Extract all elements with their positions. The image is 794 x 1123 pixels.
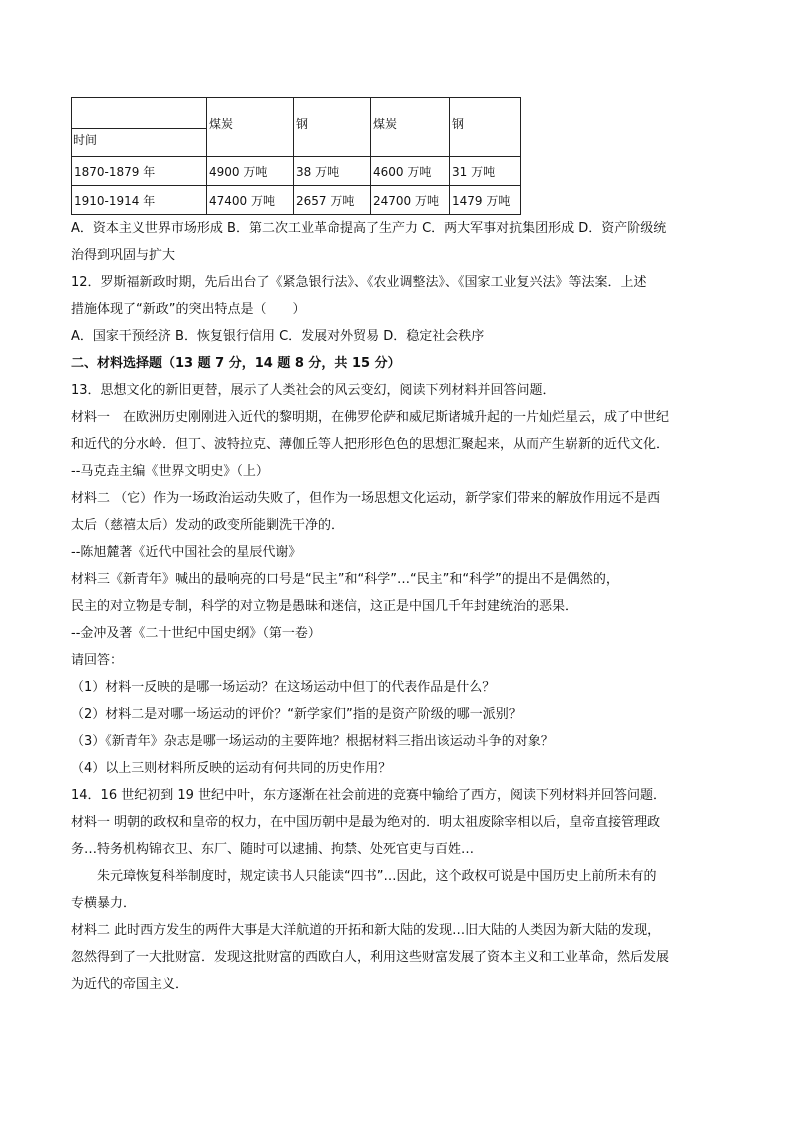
row-cell: 4900 万吨 [207, 157, 294, 186]
q11-options-line-1: A．资本主义世界市场形成 B．第二次工业革命提高了生产力 C．两大军事对抗集团形成 D．资产阶级统 [71, 221, 667, 236]
q13-subquestion-2: （2）材料二是对哪一场运动的评价？“新学家们”指的是资产阶级的哪一派别？ [71, 707, 522, 722]
q13-material-2-source: --陈旭麓著《近代中国社会的星辰代谢》 [71, 545, 302, 560]
row-cell: 24700 万吨 [371, 186, 450, 215]
q11-options-line-2: 治得到巩固与扩大 [71, 248, 176, 263]
header-time-cell [72, 98, 207, 157]
row-cell: 47400 万吨 [207, 186, 294, 215]
table-row [72, 157, 521, 186]
row-cell: 38 万吨 [294, 157, 371, 186]
q13-subquestion-1: （1）材料一反映的是哪一场运动？在这场运动中但丁的代表作品是什么？ [71, 680, 496, 695]
row-cell: 2657 万吨 [294, 186, 371, 215]
q12-options: A．国家干预经济 B．恢复银行信用 C．发展对外贸易 D．稳定社会秩序 [71, 329, 485, 344]
q13-prompt: 请回答： [71, 653, 124, 668]
q14-intro: 14．16 世纪初到 19 世纪中叶，东方逐渐在社会前进的竞赛中输给了西方，阅读下列材料并回答问题． [71, 788, 667, 803]
q13-material-2-line-2: 太后（慈禧太后）发动的政变所能剿洗干净的． [71, 518, 345, 533]
row-cell: 31 万吨 [450, 157, 521, 186]
header-col-4: 钢 [450, 98, 521, 157]
q13-material-1-line-2: 和近代的分水岭．但丁、波特拉克、薄伽丘等人把形形色色的思想汇聚起来，从而产生崭新的近代文化． [71, 437, 670, 452]
table-header-row [72, 98, 521, 157]
q13-material-2-line-1: 材料二 （它）作为一场政治运动失败了，但作为一场思想文化运动，新学家们带来的解放作用远不是西 [71, 491, 661, 506]
q14-material-1-line-4: 专横暴力． [71, 896, 137, 911]
q13-material-1-line-1: 材料一 在欧洲历史刚刚进入近代的黎明期，在佛罗伦萨和威尼斯诸城升起的一片灿烂星云，成了中世纪 [71, 410, 670, 425]
table-row [72, 186, 521, 215]
q12-question-line-2: 措施体现了“新政”的突出特点是（ ） [71, 302, 306, 317]
q13-subquestion-4: （4）以上三则材料所反映的运动有何共同的历史作用？ [71, 761, 392, 776]
section-heading: 二、材料选择题（13 题 7 分，14 题 8 分，共 15 分） [71, 356, 401, 371]
q13-material-3-line-2: 民主的对立物是专制，科学的对立物是愚昧和迷信，这正是中国几千年封建统治的恶果． [71, 599, 579, 614]
q12-question-line-1: 12．罗斯福新政时期，先后出台了《紧急银行法》、《农业调整法》、《国家工业复兴法》等法案．上述 [71, 275, 647, 290]
q14-material-1-line-3: 朱元璋恢复科举制度时，规定读书人只能读“四书”…因此，这个政权可说是中国历史上前所未有的 [71, 869, 657, 884]
q14-material-2-line-2: 忽然得到了一大批财富．发现这批财富的西欧白人，利用这些财富发展了资本主义和工业革命，然后发展 [71, 950, 670, 965]
row-period: 1870-1879 年 [72, 157, 207, 186]
header-time-label: 时间 [73, 133, 98, 147]
row-cell: 1479 万吨 [450, 186, 521, 215]
production-table [71, 97, 521, 215]
header-col-2: 钢 [294, 98, 371, 157]
q13-material-3-line-1: 材料三《新青年》喊出的最响亮的口号是“民主”和“科学”…“民主”和“科学”的提出不是偶然的， [71, 572, 619, 587]
q14-material-1-line-2: 务…特务机构锦衣卫、东厂、随时可以逮捕、拘禁、处死官吏与百姓… [71, 842, 475, 857]
row-period: 1910-1914 年 [72, 186, 207, 215]
header-col-3: 煤炭 [371, 98, 450, 157]
q13-material-1-source: --马克垚主编《世界文明史》（上） [71, 464, 269, 479]
q13-material-3-source: --金冲及著《二十世纪中国史纲》（第一卷） [71, 626, 321, 641]
q13-intro: 13．思想文化的新旧更替，展示了人类社会的风云变幻，阅读下列材料并回答问题． [71, 383, 556, 398]
row-cell: 4600 万吨 [371, 157, 450, 186]
q13-subquestion-3: （3）《新青年》杂志是哪一场运动的主要阵地？根据材料三指出该运动斗争的对象？ [71, 734, 554, 749]
header-split-line [72, 128, 206, 129]
q14-material-2-line-3: 为近代的帝国主义． [71, 977, 189, 992]
q14-material-2-line-1: 材料二 此时西方发生的两件大事是大洋航道的开拓和新大陆的发现…旧大陆的人类因为新大陆的发现， [71, 923, 661, 938]
q14-material-1-line-1: 材料一 明朝的政权和皇帝的权力，在中国历朝中是最为绝对的．明太祖废除宰相以后，皇帝直接管理政 [71, 815, 661, 830]
header-col-1: 煤炭 [207, 98, 294, 157]
